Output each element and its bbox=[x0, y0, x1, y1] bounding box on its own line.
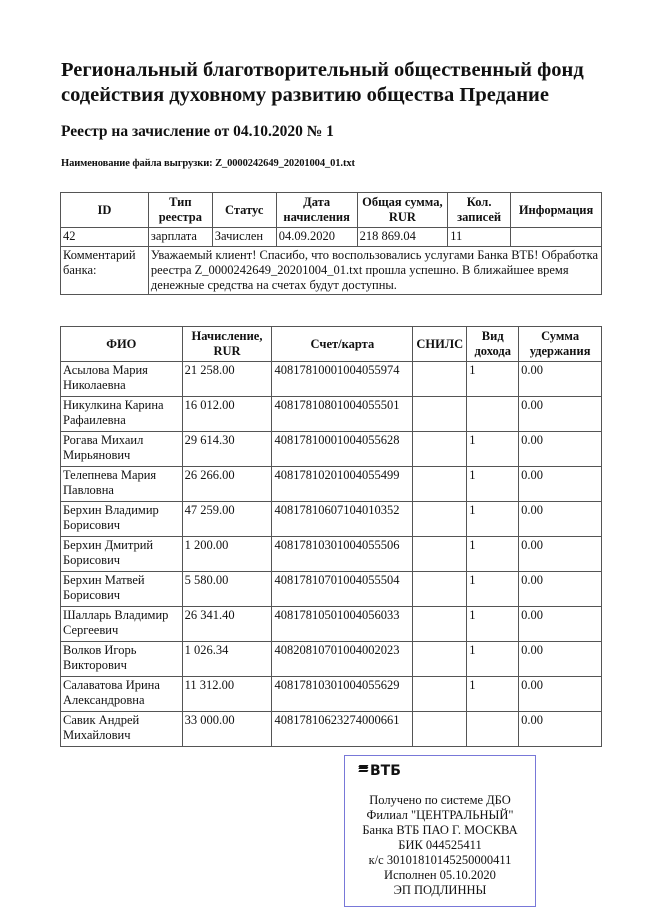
deduction-amount: 0.00 bbox=[519, 397, 602, 432]
employee-name: Никулкина Карина Рафаилевна bbox=[61, 397, 183, 432]
payments-table bbox=[60, 326, 602, 747]
account-number: 40817810001004055628 bbox=[272, 432, 413, 467]
account-number: 40817810701004055504 bbox=[272, 572, 413, 607]
bank-stamp bbox=[344, 755, 536, 907]
bank-comment-row bbox=[61, 247, 602, 295]
header-amount: Начисление, RUR bbox=[182, 327, 272, 362]
deduction-amount: 0.00 bbox=[519, 572, 602, 607]
table-row bbox=[61, 362, 602, 397]
stamp-line: Исполнен 05.10.2020 bbox=[384, 868, 496, 882]
income-type: 1 bbox=[467, 642, 519, 677]
snils bbox=[413, 467, 467, 502]
account-number: 40820810701004002023 bbox=[272, 642, 413, 677]
header-account: Счет/карта bbox=[272, 327, 413, 362]
table-row bbox=[61, 502, 602, 537]
registry-id: 42 bbox=[61, 228, 149, 247]
employee-name: Савик Андрей Михайлович bbox=[61, 712, 183, 747]
snils bbox=[413, 572, 467, 607]
registry-status: Зачислен bbox=[212, 228, 276, 247]
income-type: 1 bbox=[467, 677, 519, 712]
stamp-line: Банка ВТБ ПАО Г. МОСКВА bbox=[362, 823, 518, 837]
bank-comment-text: Уважаемый клиент! Спасибо, что воспользовались услугами Банка ВТБ! Обработка реестра Z_0000242649_20201004_01.txt прошла успешно. В ближайшее время денежные средства на счетах будут доступны. bbox=[148, 247, 601, 295]
stamp-line: БИК 044525411 bbox=[398, 838, 482, 852]
stamp-line: Получено по системе ДБО bbox=[369, 793, 511, 807]
income-type: 1 bbox=[467, 432, 519, 467]
account-number: 40817810301004055629 bbox=[272, 677, 413, 712]
accrual-amount: 16 012.00 bbox=[182, 397, 272, 432]
stamp-lines bbox=[345, 793, 535, 898]
registry-summary-table bbox=[60, 192, 602, 295]
employee-name: Шалларь Владимир Сергеевич bbox=[61, 607, 183, 642]
employee-name: Берхин Матвей Борисович bbox=[61, 572, 183, 607]
employee-name: Асылова Мария Николаевна bbox=[61, 362, 183, 397]
stamp-line: ЭП ПОДЛИННЫ bbox=[393, 883, 487, 897]
accrual-amount: 1 026.34 bbox=[182, 642, 272, 677]
account-number: 40817810201004055499 bbox=[272, 467, 413, 502]
snils bbox=[413, 607, 467, 642]
snils bbox=[413, 432, 467, 467]
header-total: Общая сумма, RUR bbox=[357, 193, 448, 228]
accrual-amount: 26 266.00 bbox=[182, 467, 272, 502]
table-row bbox=[61, 432, 602, 467]
header-deduction: Сумма удержания bbox=[519, 327, 602, 362]
header-status: Статус bbox=[212, 193, 276, 228]
stamp-line: к/с 30101810145250000411 bbox=[368, 853, 512, 867]
table-row bbox=[61, 712, 602, 747]
income-type: 1 bbox=[467, 607, 519, 642]
header-fio: ФИО bbox=[61, 327, 183, 362]
accrual-amount: 5 580.00 bbox=[182, 572, 272, 607]
deduction-amount: 0.00 bbox=[519, 432, 602, 467]
header-snils: СНИЛС bbox=[413, 327, 467, 362]
account-number: 40817810001004055974 bbox=[272, 362, 413, 397]
snils bbox=[413, 677, 467, 712]
deduction-amount: 0.00 bbox=[519, 362, 602, 397]
payments-body bbox=[61, 362, 602, 747]
snils bbox=[413, 642, 467, 677]
accrual-amount: 11 312.00 bbox=[182, 677, 272, 712]
income-type: 1 bbox=[467, 572, 519, 607]
snils bbox=[413, 362, 467, 397]
header-count: Кол. записей bbox=[448, 193, 511, 228]
income-type bbox=[467, 397, 519, 432]
registry-type: зарплата bbox=[148, 228, 212, 247]
snils bbox=[413, 502, 467, 537]
header-id: ID bbox=[61, 193, 149, 228]
employee-name: Берхин Владимир Борисович bbox=[61, 502, 183, 537]
registry-total: 218 869.04 bbox=[357, 228, 448, 247]
account-number: 40817810301004055506 bbox=[272, 537, 413, 572]
income-type: 1 bbox=[467, 502, 519, 537]
stamp-line: Филиал "ЦЕНТРАЛЬНЫЙ" bbox=[366, 808, 514, 822]
employee-name: Берхин Дмитрий Борисович bbox=[61, 537, 183, 572]
table-row bbox=[61, 228, 602, 247]
vtb-logo bbox=[359, 764, 401, 779]
table-header-row bbox=[61, 327, 602, 362]
header-date: Дата начисления bbox=[276, 193, 357, 228]
deduction-amount: 0.00 bbox=[519, 537, 602, 572]
vtb-logo-text: ВТБ bbox=[370, 763, 401, 779]
table-row bbox=[61, 397, 602, 432]
registry-count: 11 bbox=[448, 228, 511, 247]
account-number: 40817810607104010352 bbox=[272, 502, 413, 537]
registry-date: 04.09.2020 bbox=[276, 228, 357, 247]
table-row bbox=[61, 572, 602, 607]
deduction-amount: 0.00 bbox=[519, 642, 602, 677]
snils bbox=[413, 712, 467, 747]
employee-name: Волков Игорь Викторович bbox=[61, 642, 183, 677]
account-number: 40817810801004055501 bbox=[272, 397, 413, 432]
income-type: 1 bbox=[467, 362, 519, 397]
accrual-amount: 21 258.00 bbox=[182, 362, 272, 397]
table-header-row bbox=[61, 193, 602, 228]
table-row bbox=[61, 537, 602, 572]
accrual-amount: 47 259.00 bbox=[182, 502, 272, 537]
accrual-amount: 26 341.40 bbox=[182, 607, 272, 642]
deduction-amount: 0.00 bbox=[519, 677, 602, 712]
employee-name: Телепнева Мария Павловна bbox=[61, 467, 183, 502]
bank-comment-label: Комментарий банка: bbox=[61, 247, 149, 295]
vtb-logo-icon bbox=[359, 765, 368, 773]
registry-subtitle: Реестр на зачисление от 04.10.2020 № 1 bbox=[61, 123, 334, 140]
table-row bbox=[61, 607, 602, 642]
employee-name: Рогава Михаил Мирьянович bbox=[61, 432, 183, 467]
snils bbox=[413, 397, 467, 432]
table-row bbox=[61, 677, 602, 712]
snils bbox=[413, 537, 467, 572]
document-title: Региональный благотворительный общественный фонд содействия духовному развитию общества Предание bbox=[61, 59, 584, 106]
account-number: 40817810623274000661 bbox=[272, 712, 413, 747]
export-filename: Наименование файла выгрузки: Z_0000242649_20201004_01.txt bbox=[61, 158, 355, 169]
table-row bbox=[61, 642, 602, 677]
deduction-amount: 0.00 bbox=[519, 607, 602, 642]
income-type bbox=[467, 712, 519, 747]
accrual-amount: 29 614.30 bbox=[182, 432, 272, 467]
header-type: Тип реестра bbox=[148, 193, 212, 228]
income-type: 1 bbox=[467, 537, 519, 572]
registry-info bbox=[511, 228, 602, 247]
account-number: 40817810501004056033 bbox=[272, 607, 413, 642]
header-info: Информация bbox=[511, 193, 602, 228]
employee-name: Салаватова Ирина Александровна bbox=[61, 677, 183, 712]
deduction-amount: 0.00 bbox=[519, 467, 602, 502]
table-row bbox=[61, 467, 602, 502]
deduction-amount: 0.00 bbox=[519, 502, 602, 537]
accrual-amount: 33 000.00 bbox=[182, 712, 272, 747]
income-type: 1 bbox=[467, 467, 519, 502]
accrual-amount: 1 200.00 bbox=[182, 537, 272, 572]
header-income-type: Вид дохода bbox=[467, 327, 519, 362]
deduction-amount: 0.00 bbox=[519, 712, 602, 747]
